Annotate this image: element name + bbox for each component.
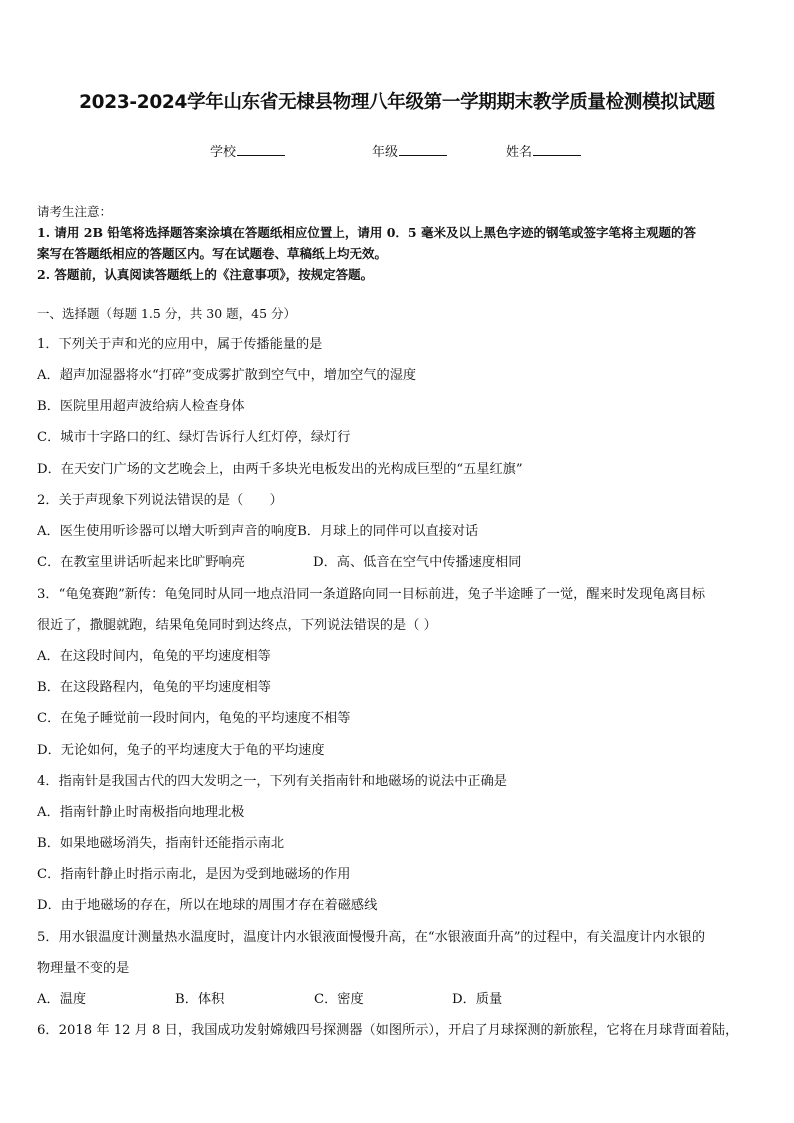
q1-option-b[interactable]: B．医院里用超声波给病人检查身体 <box>37 399 245 414</box>
q1-option-a[interactable]: A．超声加湿器将水“打碎”变成雾扩散到空气中，增加空气的湿度 <box>37 368 417 383</box>
school-label: 学校 <box>210 145 237 160</box>
q5-option-c[interactable]: C．密度 <box>314 992 364 1007</box>
section-heading: 一、选择题（每题 1.5 分，共 30 题，45 分） <box>37 306 297 321</box>
school-field[interactable] <box>210 141 285 160</box>
q4-option-c[interactable]: C．指南针静止时指示南北，是因为受到地磁场的作用 <box>37 867 351 882</box>
school-blank[interactable] <box>237 141 285 156</box>
q4-stem: 4．指南针是我国古代的四大发明之一，下列有关指南针和地磁场的说法中正确是 <box>37 774 507 789</box>
q4-option-a[interactable]: A．指南针静止时南极指向地理北极 <box>37 805 245 820</box>
page-title: 2023-2024学年山东省无棣县物理八年级第一学期期末教学质量检测模拟试题 <box>79 92 715 113</box>
name-blank[interactable] <box>533 141 581 156</box>
notice-line-3: 2. 答题前，认真阅读答题纸上的《注意事项》，按规定答题。 <box>37 267 374 282</box>
grade-blank[interactable] <box>399 141 447 156</box>
notice-heading: 请考生注意： <box>37 204 113 219</box>
q6-stem-line-1: 6．2018 年 12 月 8 日，我国成功发射嫦娥四号探测器（如图所示），开启了月球探测的新旅程，它将在月球背面着陆， <box>37 1023 739 1038</box>
q5-option-b[interactable]: B．体积 <box>175 992 225 1007</box>
q3-option-c[interactable]: C．在兔子睡觉前一段时间内，龟兔的平均速度不相等 <box>37 711 351 726</box>
notice-line-2: 案写在答题纸相应的答题区内。写在试题卷、草稿纸上均无效。 <box>37 246 388 261</box>
name-field[interactable] <box>506 141 581 160</box>
q4-option-b[interactable]: B．如果地磁场消失，指南针还能指示南北 <box>37 836 285 851</box>
q2-stem: 2．关于声现象下列说法错误的是（ ） <box>37 493 283 508</box>
q1-stem: 1．下列关于声和光的应用中，属于传播能量的是 <box>37 337 323 352</box>
q5-option-d[interactable]: D．质量 <box>452 992 503 1007</box>
q4-option-d[interactable]: D．由于地磁场的存在，所以在地球的周围才存在着磁感线 <box>37 898 378 913</box>
student-info-fields <box>0 141 794 163</box>
q1-option-d[interactable]: D．在天安门广场的文艺晚会上，由两千多块光电板发出的光构成巨型的“五星红旗” <box>37 462 523 477</box>
q3-stem-line-1: 3．“龟兔赛跑”新传：龟兔同时从同一地点沿同一条道路向同一目标前进，兔子半途睡了一觉，醒来时发现龟离目标 <box>37 587 706 602</box>
q5-stem-line-1: 5．用水银温度计测量热水温度时，温度计内水银液面慢慢升高，在“水银液面升高”的过程中，有关温度计内水银的 <box>37 930 706 945</box>
q2-option-c[interactable]: C．在教室里讲话听起来比旷野响亮 <box>37 555 245 570</box>
notice-line-1: 1. 请用 2B 铅笔将选择题答案涂填在答题纸相应位置上，请用 0．5 毫米及以上黑色字迹的钢笔或签字笔将主观题的答 <box>37 225 696 240</box>
name-label: 姓名 <box>506 145 533 160</box>
q3-option-a[interactable]: A．在这段时间内，龟兔的平均速度相等 <box>37 649 271 664</box>
q3-stem-line-2: 很近了，撒腿就跑，结果龟兔同时到达终点，下列说法错误的是（ ） <box>37 618 437 633</box>
q5-option-a[interactable]: A．温度 <box>37 992 87 1007</box>
grade-field[interactable] <box>372 141 447 160</box>
grade-label: 年级 <box>372 145 399 160</box>
q3-option-d[interactable]: D．无论如何，兔子的平均速度大于龟的平均速度 <box>37 743 325 758</box>
q3-option-b[interactable]: B．在这段路程内，龟兔的平均速度相等 <box>37 680 271 695</box>
q2-option-d[interactable]: D．高、低音在空气中传播速度相同 <box>313 555 522 570</box>
q5-stem-line-2: 物理量不变的是 <box>37 961 130 976</box>
q2-option-ab[interactable]: A．医生使用听诊器可以增大听到声音的响度B．月球上的同伴可以直接对话 <box>37 524 479 539</box>
q1-option-c[interactable]: C．城市十字路口的红、绿灯告诉行人红灯停，绿灯行 <box>37 430 351 445</box>
